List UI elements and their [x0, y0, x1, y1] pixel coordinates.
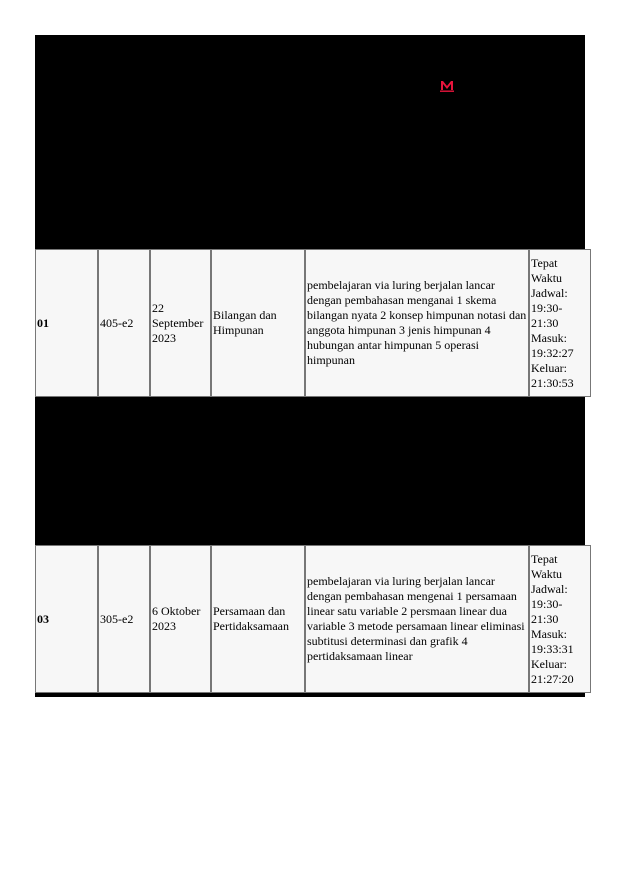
date-cell: 22 September 2023: [150, 249, 211, 397]
attendance-time-cell: Tepat Waktu Jadwal: 19:30-21:30 Masuk: 19:32:27 Keluar: 21:30:53: [529, 249, 591, 397]
redacted-block-middle: [35, 397, 585, 545]
topic-cell: Persamaan dan Pertidaksamaan: [211, 545, 305, 693]
table-row: [35, 545, 591, 693]
redacted-block-top: [35, 35, 585, 249]
topic-cell: Bilangan dan Himpunan: [211, 249, 305, 397]
description-cell: pembelajaran via luring berjalan lancar dengan pembahasan menganai 1 skema bilangan nyata 2 konsep himpunan notasi dan anggota himpunan 3 jenis himpunan 4 hubungan antar himpunan 5 operasi himpunan: [305, 249, 529, 397]
description-cell: pembelajaran via luring berjalan lancar dengan pembahasan mengenai 1 persamaan linear satu variable 2 persmaan linear dua variable 3 metode persamaan linear eliminasi subtitusi determinasi dan grafik 4 pertidaksamaan linear: [305, 545, 529, 693]
room-cell: 405-e2: [98, 249, 150, 397]
date-cell: 6 Oktober 2023: [150, 545, 211, 693]
session-number-cell: 03: [35, 545, 98, 693]
table-bottom-border: [35, 693, 585, 697]
room-cell: 305-e2: [98, 545, 150, 693]
logo-icon: [439, 79, 455, 93]
table-row: [35, 249, 591, 397]
attendance-time-cell: Tepat Waktu Jadwal: 19:30-21:30 Masuk: 19:33:31 Keluar: 21:27:20: [529, 545, 591, 693]
attendance-table-row-03: [35, 545, 591, 693]
attendance-table-row-01: [35, 249, 591, 397]
session-number-cell: 01: [35, 249, 98, 397]
